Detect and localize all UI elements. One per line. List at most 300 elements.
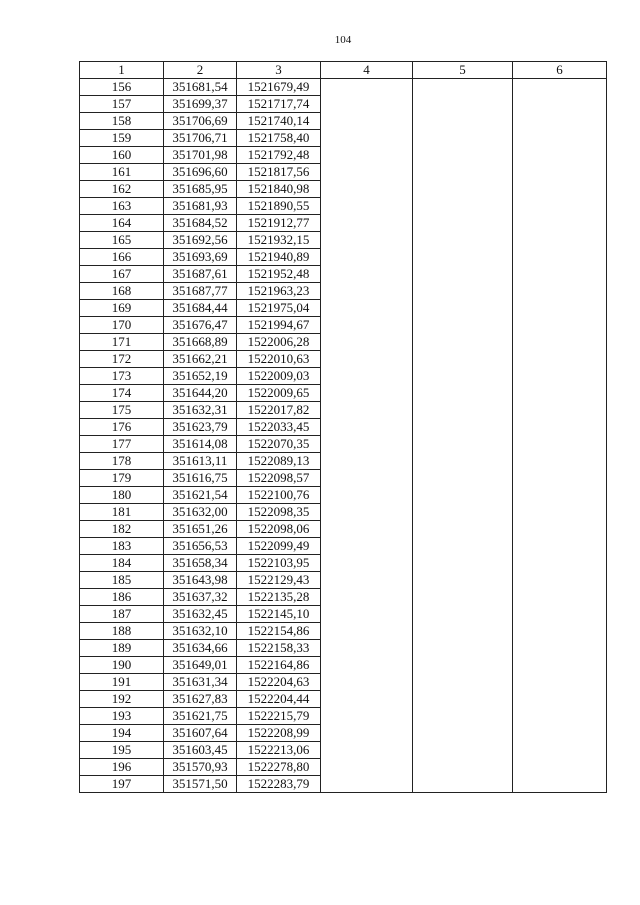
empty-cell-col-4 [321,640,413,657]
empty-cell-col-5 [413,759,513,776]
y-coordinate-cell: 1522100,76 [237,487,321,504]
y-coordinate-cell: 1522213,06 [237,742,321,759]
empty-cell-col-6 [513,589,607,606]
point-number-cell: 189 [80,640,164,657]
empty-cell-col-6 [513,555,607,572]
empty-cell-col-6 [513,419,607,436]
empty-cell-col-4 [321,487,413,504]
empty-cell-col-5 [413,402,513,419]
empty-cell-col-4 [321,419,413,436]
empty-cell-col-4 [321,113,413,130]
empty-cell-col-5 [413,300,513,317]
column-header-6: 6 [513,62,607,79]
x-coordinate-cell: 351607,64 [164,725,237,742]
table-row [80,147,607,164]
table-row [80,402,607,419]
point-number-cell: 160 [80,147,164,164]
empty-cell-col-6 [513,283,607,300]
point-number-cell: 180 [80,487,164,504]
empty-cell-col-5 [413,572,513,589]
point-number-cell: 173 [80,368,164,385]
empty-cell-col-5 [413,215,513,232]
page-number: 104 [334,34,352,46]
point-number-cell: 181 [80,504,164,521]
empty-cell-col-5 [413,555,513,572]
empty-cell-col-4 [321,606,413,623]
empty-cell-col-5 [413,113,513,130]
empty-cell-col-6 [513,759,607,776]
empty-cell-col-4 [321,334,413,351]
y-coordinate-cell: 1522070,35 [237,436,321,453]
point-number-cell: 169 [80,300,164,317]
x-coordinate-cell: 351693,69 [164,249,237,266]
point-number-cell: 195 [80,742,164,759]
empty-cell-col-4 [321,453,413,470]
y-coordinate-cell: 1522145,10 [237,606,321,623]
table-row [80,572,607,589]
x-coordinate-cell: 351684,52 [164,215,237,232]
empty-cell-col-5 [413,657,513,674]
y-coordinate-cell: 1522006,28 [237,334,321,351]
point-number-cell: 172 [80,351,164,368]
empty-cell-col-4 [321,368,413,385]
x-coordinate-cell: 351632,00 [164,504,237,521]
empty-cell-col-4 [321,759,413,776]
x-coordinate-cell: 351681,54 [164,79,237,96]
point-number-cell: 186 [80,589,164,606]
y-coordinate-cell: 1522135,28 [237,589,321,606]
table-row [80,691,607,708]
point-number-cell: 194 [80,725,164,742]
empty-cell-col-5 [413,742,513,759]
empty-cell-col-5 [413,283,513,300]
y-coordinate-cell: 1522098,57 [237,470,321,487]
table-row [80,232,607,249]
table-row [80,419,607,436]
empty-cell-col-4 [321,470,413,487]
empty-cell-col-4 [321,725,413,742]
x-coordinate-cell: 351613,11 [164,453,237,470]
y-coordinate-cell: 1521940,89 [237,249,321,266]
x-coordinate-cell: 351701,98 [164,147,237,164]
x-coordinate-cell: 351685,95 [164,181,237,198]
empty-cell-col-4 [321,79,413,96]
y-coordinate-cell: 1522154,86 [237,623,321,640]
x-coordinate-cell: 351687,61 [164,266,237,283]
empty-cell-col-5 [413,385,513,402]
empty-cell-col-5 [413,419,513,436]
table-row [80,300,607,317]
point-number-cell: 190 [80,657,164,674]
y-coordinate-cell: 1522033,45 [237,419,321,436]
empty-cell-col-6 [513,385,607,402]
empty-cell-col-5 [413,130,513,147]
empty-cell-col-5 [413,181,513,198]
empty-cell-col-4 [321,164,413,181]
table-row [80,504,607,521]
point-number-cell: 178 [80,453,164,470]
point-number-cell: 165 [80,232,164,249]
x-coordinate-cell: 351699,37 [164,96,237,113]
point-number-cell: 156 [80,79,164,96]
column-header-5: 5 [413,62,513,79]
empty-cell-col-6 [513,453,607,470]
table-row [80,249,607,266]
point-number-cell: 183 [80,538,164,555]
point-number-cell: 163 [80,198,164,215]
empty-cell-col-6 [513,266,607,283]
x-coordinate-cell: 351696,60 [164,164,237,181]
empty-cell-col-6 [513,232,607,249]
header-row [80,62,607,79]
empty-cell-col-5 [413,232,513,249]
empty-cell-col-4 [321,708,413,725]
x-coordinate-cell: 351634,66 [164,640,237,657]
empty-cell-col-4 [321,266,413,283]
point-number-cell: 193 [80,708,164,725]
column-header-1: 1 [80,62,164,79]
empty-cell-col-5 [413,453,513,470]
empty-cell-col-4 [321,504,413,521]
empty-cell-col-4 [321,317,413,334]
empty-cell-col-5 [413,436,513,453]
empty-cell-col-4 [321,402,413,419]
point-number-cell: 161 [80,164,164,181]
x-coordinate-cell: 351692,56 [164,232,237,249]
x-coordinate-cell: 351603,45 [164,742,237,759]
table-row [80,113,607,130]
empty-cell-col-6 [513,674,607,691]
empty-cell-col-6 [513,538,607,555]
point-number-cell: 167 [80,266,164,283]
x-coordinate-cell: 351621,75 [164,708,237,725]
point-number-cell: 187 [80,606,164,623]
table-row [80,96,607,113]
y-coordinate-cell: 1522017,82 [237,402,321,419]
table-row [80,130,607,147]
empty-cell-col-4 [321,130,413,147]
empty-cell-col-5 [413,79,513,96]
empty-cell-col-6 [513,198,607,215]
point-number-cell: 159 [80,130,164,147]
x-coordinate-cell: 351623,79 [164,419,237,436]
empty-cell-col-5 [413,776,513,793]
x-coordinate-cell: 351687,77 [164,283,237,300]
table-row [80,368,607,385]
empty-cell-col-6 [513,317,607,334]
y-coordinate-cell: 1521817,56 [237,164,321,181]
empty-cell-col-4 [321,385,413,402]
x-coordinate-cell: 351649,01 [164,657,237,674]
y-coordinate-cell: 1521679,49 [237,79,321,96]
y-coordinate-cell: 1522009,03 [237,368,321,385]
empty-cell-col-6 [513,113,607,130]
y-coordinate-cell: 1521952,48 [237,266,321,283]
x-coordinate-cell: 351652,19 [164,368,237,385]
empty-cell-col-6 [513,640,607,657]
empty-cell-col-4 [321,300,413,317]
y-coordinate-cell: 1522208,99 [237,725,321,742]
table-row [80,742,607,759]
y-coordinate-cell: 1522129,43 [237,572,321,589]
empty-cell-col-5 [413,351,513,368]
table-row [80,776,607,793]
table-body [80,79,607,793]
point-number-cell: 197 [80,776,164,793]
empty-cell-col-4 [321,198,413,215]
empty-cell-col-5 [413,589,513,606]
empty-cell-col-5 [413,538,513,555]
empty-cell-col-5 [413,334,513,351]
empty-cell-col-4 [321,572,413,589]
y-coordinate-cell: 1522099,49 [237,538,321,555]
y-coordinate-cell: 1522204,44 [237,691,321,708]
empty-cell-col-4 [321,96,413,113]
x-coordinate-cell: 351627,83 [164,691,237,708]
empty-cell-col-6 [513,334,607,351]
y-coordinate-cell: 1521912,77 [237,215,321,232]
empty-cell-col-4 [321,776,413,793]
x-coordinate-cell: 351668,89 [164,334,237,351]
y-coordinate-cell: 1522103,95 [237,555,321,572]
table-row [80,589,607,606]
empty-cell-col-4 [321,657,413,674]
point-number-cell: 191 [80,674,164,691]
empty-cell-col-5 [413,691,513,708]
empty-cell-col-4 [321,674,413,691]
y-coordinate-cell: 1521792,48 [237,147,321,164]
x-coordinate-cell: 351706,69 [164,113,237,130]
table-row [80,640,607,657]
column-header-3: 3 [237,62,321,79]
y-coordinate-cell: 1521740,14 [237,113,321,130]
y-coordinate-cell: 1521840,98 [237,181,321,198]
x-coordinate-cell: 351651,26 [164,521,237,538]
point-number-cell: 174 [80,385,164,402]
table-row [80,351,607,368]
x-coordinate-cell: 351632,10 [164,623,237,640]
y-coordinate-cell: 1521975,04 [237,300,321,317]
x-coordinate-cell: 351662,21 [164,351,237,368]
x-coordinate-cell: 351684,44 [164,300,237,317]
empty-cell-col-4 [321,181,413,198]
point-number-cell: 176 [80,419,164,436]
empty-cell-col-6 [513,504,607,521]
x-coordinate-cell: 351621,54 [164,487,237,504]
empty-cell-col-6 [513,249,607,266]
empty-cell-col-5 [413,640,513,657]
empty-cell-col-5 [413,266,513,283]
x-coordinate-cell: 351676,47 [164,317,237,334]
empty-cell-col-6 [513,351,607,368]
x-coordinate-cell: 351643,98 [164,572,237,589]
y-coordinate-cell: 1522215,79 [237,708,321,725]
table-row [80,198,607,215]
empty-cell-col-5 [413,521,513,538]
point-number-cell: 164 [80,215,164,232]
y-coordinate-cell: 1522278,80 [237,759,321,776]
table-row [80,623,607,640]
table-row [80,759,607,776]
y-coordinate-cell: 1522009,65 [237,385,321,402]
point-number-cell: 188 [80,623,164,640]
empty-cell-col-4 [321,232,413,249]
point-number-cell: 182 [80,521,164,538]
x-coordinate-cell: 351658,34 [164,555,237,572]
table-row [80,725,607,742]
empty-cell-col-6 [513,436,607,453]
table-row [80,487,607,504]
point-number-cell: 171 [80,334,164,351]
point-number-cell: 168 [80,283,164,300]
empty-cell-col-6 [513,130,607,147]
point-number-cell: 166 [80,249,164,266]
y-coordinate-cell: 1522010,63 [237,351,321,368]
table-row [80,317,607,334]
table-row [80,453,607,470]
table-row [80,266,607,283]
table-row [80,283,607,300]
y-coordinate-cell: 1521717,74 [237,96,321,113]
table-row [80,674,607,691]
y-coordinate-cell: 1522283,79 [237,776,321,793]
empty-cell-col-6 [513,691,607,708]
empty-cell-col-6 [513,521,607,538]
y-coordinate-cell: 1521932,15 [237,232,321,249]
x-coordinate-cell: 351637,32 [164,589,237,606]
empty-cell-col-4 [321,436,413,453]
y-coordinate-cell: 1522158,33 [237,640,321,657]
empty-cell-col-4 [321,742,413,759]
table-row [80,606,607,623]
empty-cell-col-4 [321,521,413,538]
empty-cell-col-4 [321,283,413,300]
empty-cell-col-4 [321,555,413,572]
x-coordinate-cell: 351631,34 [164,674,237,691]
table-row [80,470,607,487]
empty-cell-col-5 [413,504,513,521]
empty-cell-col-5 [413,487,513,504]
empty-cell-col-6 [513,470,607,487]
table-row [80,521,607,538]
x-coordinate-cell: 351616,75 [164,470,237,487]
empty-cell-col-6 [513,181,607,198]
point-number-cell: 158 [80,113,164,130]
empty-cell-col-6 [513,742,607,759]
empty-cell-col-5 [413,164,513,181]
x-coordinate-cell: 351571,50 [164,776,237,793]
point-number-cell: 157 [80,96,164,113]
x-coordinate-cell: 351614,08 [164,436,237,453]
x-coordinate-cell: 351644,20 [164,385,237,402]
point-number-cell: 177 [80,436,164,453]
point-number-cell: 192 [80,691,164,708]
empty-cell-col-6 [513,606,607,623]
empty-cell-col-5 [413,623,513,640]
empty-cell-col-5 [413,368,513,385]
y-coordinate-cell: 1522098,35 [237,504,321,521]
empty-cell-col-4 [321,147,413,164]
empty-cell-col-6 [513,215,607,232]
column-header-4: 4 [321,62,413,79]
point-number-cell: 170 [80,317,164,334]
table-row [80,181,607,198]
empty-cell-col-4 [321,538,413,555]
empty-cell-col-5 [413,96,513,113]
x-coordinate-cell: 351681,93 [164,198,237,215]
table-row [80,334,607,351]
empty-cell-col-5 [413,249,513,266]
empty-cell-col-6 [513,623,607,640]
x-coordinate-cell: 351632,31 [164,402,237,419]
table-row [80,79,607,96]
table-row [80,436,607,453]
empty-cell-col-5 [413,317,513,334]
empty-cell-col-6 [513,487,607,504]
empty-cell-col-4 [321,691,413,708]
empty-cell-col-5 [413,470,513,487]
point-number-cell: 184 [80,555,164,572]
empty-cell-col-5 [413,147,513,164]
empty-cell-col-6 [513,147,607,164]
table-row [80,164,607,181]
y-coordinate-cell: 1522089,13 [237,453,321,470]
table-row [80,215,607,232]
y-coordinate-cell: 1521758,40 [237,130,321,147]
x-coordinate-cell: 351570,93 [164,759,237,776]
table-row [80,555,607,572]
empty-cell-col-6 [513,572,607,589]
y-coordinate-cell: 1521963,23 [237,283,321,300]
empty-cell-col-4 [321,623,413,640]
empty-cell-col-5 [413,674,513,691]
empty-cell-col-5 [413,198,513,215]
y-coordinate-cell: 1521890,55 [237,198,321,215]
coordinates-table [79,61,607,793]
empty-cell-col-6 [513,368,607,385]
x-coordinate-cell: 351656,53 [164,538,237,555]
empty-cell-col-4 [321,351,413,368]
table-row [80,385,607,402]
empty-cell-col-6 [513,79,607,96]
y-coordinate-cell: 1521994,67 [237,317,321,334]
table-row [80,538,607,555]
point-number-cell: 185 [80,572,164,589]
empty-cell-col-4 [321,215,413,232]
empty-cell-col-6 [513,657,607,674]
empty-cell-col-6 [513,402,607,419]
y-coordinate-cell: 1522098,06 [237,521,321,538]
empty-cell-col-6 [513,725,607,742]
empty-cell-col-5 [413,606,513,623]
point-number-cell: 179 [80,470,164,487]
x-coordinate-cell: 351632,45 [164,606,237,623]
y-coordinate-cell: 1522204,63 [237,674,321,691]
table-header [80,62,607,79]
empty-cell-col-6 [513,96,607,113]
point-number-cell: 196 [80,759,164,776]
empty-cell-col-6 [513,708,607,725]
point-number-cell: 175 [80,402,164,419]
column-header-2: 2 [164,62,237,79]
x-coordinate-cell: 351706,71 [164,130,237,147]
y-coordinate-cell: 1522164,86 [237,657,321,674]
table-row [80,708,607,725]
empty-cell-col-6 [513,776,607,793]
empty-cell-col-6 [513,164,607,181]
empty-cell-col-4 [321,589,413,606]
point-number-cell: 162 [80,181,164,198]
